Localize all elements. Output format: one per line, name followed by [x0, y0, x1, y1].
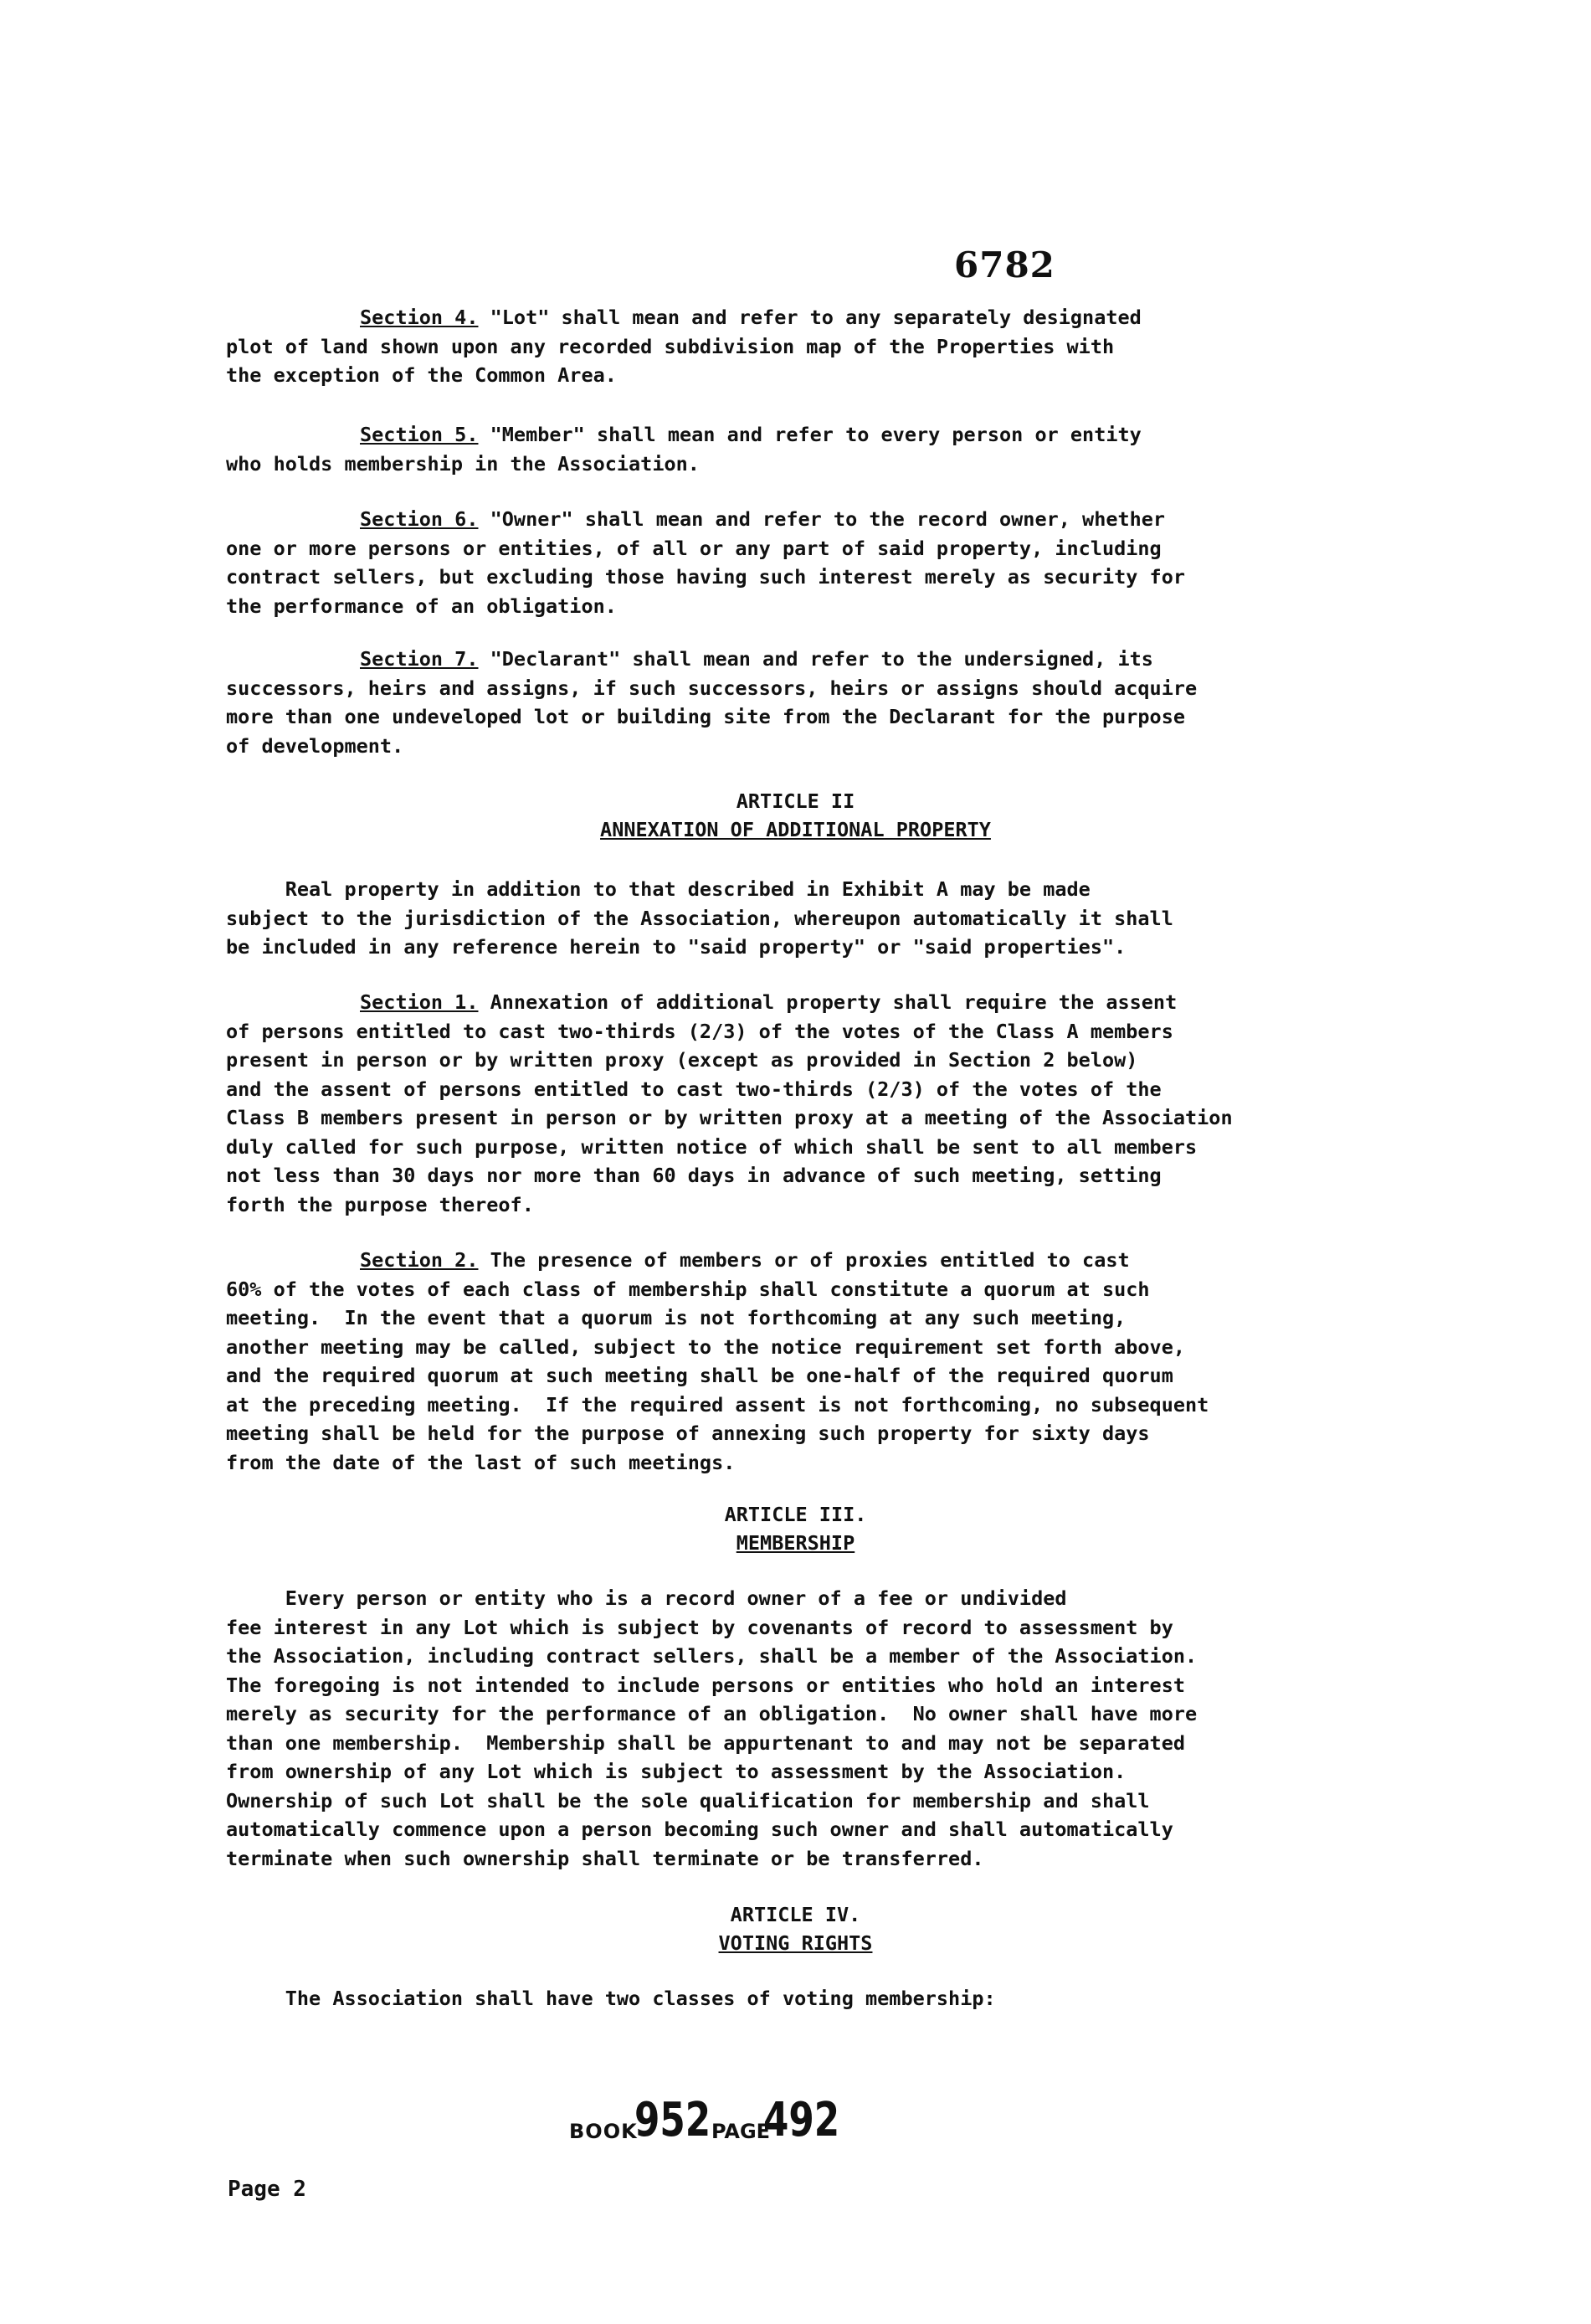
article-4-paragraph: The Association shall have two classes of voting membership:	[226, 1987, 996, 2010]
article-3-paragraph: Every person or entity who is a record owner of a fee or undivided fee interest in any Lot which is subject by covenants of record to assessment by the Association, including contract sellers, shall be a member of the Association. The foregoing is not intended to include persons or entities who hold an interest merely as security for the performance of an obligation. No owner shall have more than one membership. Membership shall be appurtenant to and may not be separated from ownership of any Lot which is subject to assessment by the Association. Ownership of such Lot shall be the sole qualification for membership and shall automatically commence upon a person becoming such owner and shall automatically terminate when such ownership shall terminate or be transferred.	[226, 1586, 1198, 1870]
section-5-text: "Member" shall mean and refer to every person or entity who holds membership in the Association.	[226, 423, 1142, 476]
article-2-section-1-text: Annexation of additional property shall require the assent of persons entitled to cast two-thirds (2/3) of the votes of the Class A members present in person or by written proxy (except as provided in Section 2 below) and the assent of persons entitled to cast two-thirds (2/3) of the votes of the Class B members present in person or by written proxy at a meeting of the Association duly called for such purpose, written notice of which shall be sent to all members not less than 30 days nor more than 60 days in advance of such meeting, setting forth the purpose thereof.	[226, 990, 1233, 1216]
article-2-title: ARTICLE II	[736, 789, 855, 813]
article-2-section-2-paragraph	[226, 1246, 1381, 1477]
article-2-section-2-text: The presence of members or of proxies entitled to cast 60% of the votes of each class of membership shall constitute a quorum at such meeting. In the event that a quorum is not forthcoming at any such meeting, another meeting may be called, subject to the notice requirement set forth above, and the required quorum at such meeting shall be one-half of the required quorum at the preceding meeting. If the required assent is not forthcoming, no subsequent meeting shall be held for the purpose of annexing such property for sixty days from the date of the last of such meetings.	[226, 1248, 1209, 1474]
article-3-title: ARTICLE III.	[724, 1503, 867, 1526]
book-number: 952	[634, 2093, 711, 2147]
book-label: BOOK	[569, 2120, 638, 2143]
page-stamp-label: PAGE	[711, 2120, 771, 2143]
section-4-label: Section 4.	[360, 306, 479, 329]
section-4-text: "Lot" shall mean and refer to any separately designated plot of land shown upon any recorded subdivision map of the Properties with the exception of the Common Area.	[226, 306, 1142, 387]
section-4-paragraph	[226, 303, 1381, 390]
article-3-subtitle: MEMBERSHIP	[736, 1531, 855, 1555]
article-4-subtitle: VOTING RIGHTS	[718, 1931, 873, 1955]
article-4-title: ARTICLE IV.	[730, 1903, 861, 1926]
section-6-text: "Owner" shall mean and refer to the record owner, whether one or more persons or entities, of all or any part of said property, including contract sellers, but excluding those having such interest merely as security for the performance of an obligation.	[226, 507, 1186, 618]
section-5-label: Section 5.	[360, 423, 479, 446]
page-stamp-number: 492	[763, 2093, 840, 2147]
section-6-label: Section 6.	[360, 507, 479, 531]
article-4-heading	[0, 1900, 1591, 1957]
section-7-paragraph	[226, 645, 1381, 760]
article-2-section-1-label: Section 1.	[360, 990, 479, 1014]
section-7-text: "Declarant" shall mean and refer to the undersigned, its successors, heirs and assigns, if such successors, heirs or assigns should acquire more than one undeveloped lot or building site from the Declarant for the purpose of development.	[226, 647, 1198, 758]
section-6-paragraph	[226, 505, 1381, 620]
article-2-heading	[0, 787, 1591, 844]
section-7-label: Section 7.	[360, 647, 479, 671]
article-3-heading	[0, 1500, 1591, 1557]
article-2-section-2-label: Section 2.	[360, 1248, 479, 1272]
document-number: 6782	[954, 244, 1055, 285]
page-label: Page 2	[228, 2177, 306, 2202]
article-2-intro: Real property in addition to that described in Exhibit A may be made subject to the jurisdiction of the Association, whereupon automatically it shall be included in any reference herein to "said property" or "said properties".	[226, 877, 1173, 959]
book-page-stamp	[569, 2093, 870, 2168]
article-2-section-1-paragraph	[226, 988, 1381, 1219]
article-2-subtitle: ANNEXATION OF ADDITIONAL PROPERTY	[600, 818, 991, 841]
section-5-paragraph	[226, 420, 1381, 478]
